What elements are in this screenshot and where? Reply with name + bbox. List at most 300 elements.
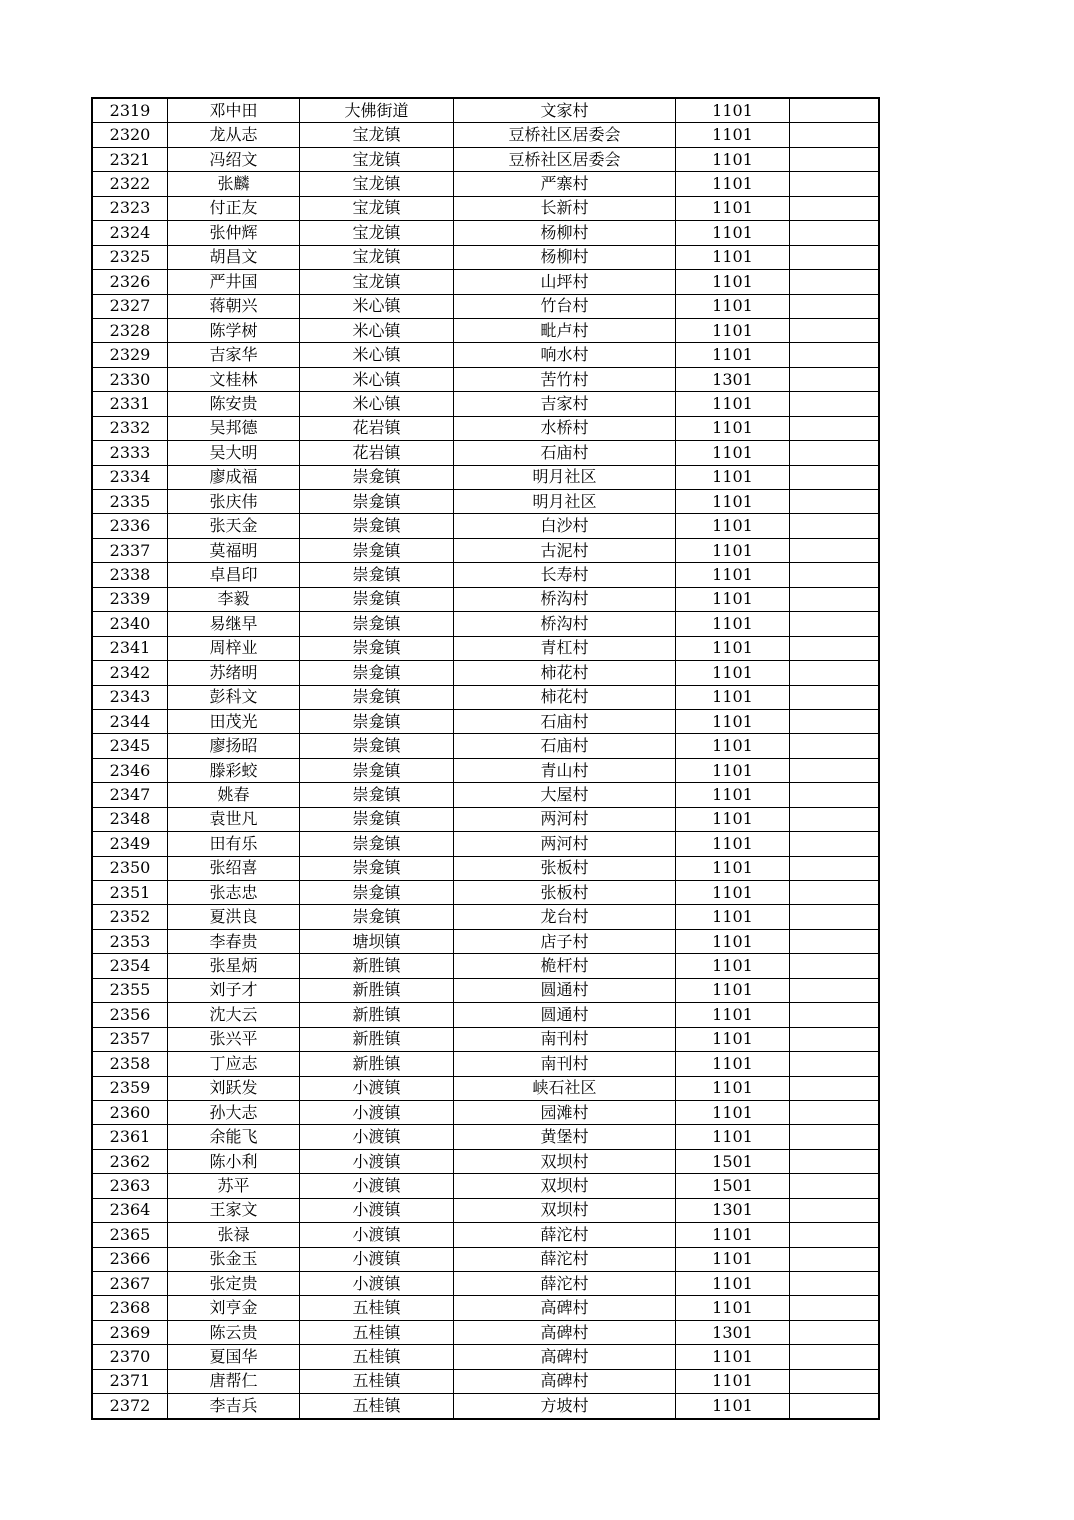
table-row [92,245,879,269]
cell-code: 1101 [676,172,790,196]
cell-remark [790,1369,880,1393]
cell-town: 大佛街道 [300,98,454,123]
cell-number: 2370 [92,1345,168,1369]
cell-town: 崇龛镇 [300,612,454,636]
cell-number: 2334 [92,465,168,489]
table-row [92,1223,879,1247]
cell-village: 杨柳村 [454,221,676,245]
table-row [92,783,879,807]
cell-village: 响水村 [454,343,676,367]
cell-village: 双坝村 [454,1198,676,1222]
cell-name: 苏绪明 [168,661,300,685]
cell-code: 1101 [676,612,790,636]
cell-remark [790,123,880,147]
cell-town: 崇龛镇 [300,538,454,562]
cell-remark [790,538,880,562]
cell-village: 薛沱村 [454,1247,676,1271]
table-row [92,661,879,685]
cell-number: 2368 [92,1296,168,1320]
cell-town: 五桂镇 [300,1320,454,1344]
cell-number: 2327 [92,294,168,318]
cell-village: 园滩村 [454,1100,676,1124]
cell-town: 塘坝镇 [300,929,454,953]
cell-code: 1301 [676,1198,790,1222]
table-row [92,465,879,489]
cell-town: 崇龛镇 [300,685,454,709]
cell-remark [790,147,880,171]
cell-name: 田茂光 [168,709,300,733]
cell-name: 陈小利 [168,1149,300,1173]
cell-name: 冯绍文 [168,147,300,171]
cell-remark [790,245,880,269]
cell-village: 山坪村 [454,270,676,294]
cell-village: 张板村 [454,856,676,880]
cell-code: 1101 [676,392,790,416]
cell-village: 峡石社区 [454,1076,676,1100]
table-row [92,807,879,831]
cell-code: 1101 [676,245,790,269]
cell-village: 南刊村 [454,1052,676,1076]
table-row [92,1345,879,1369]
table-row [92,1052,879,1076]
cell-name: 张兴平 [168,1027,300,1051]
cell-remark [790,856,880,880]
cell-name: 廖成福 [168,465,300,489]
cell-town: 崇龛镇 [300,881,454,905]
cell-town: 崇龛镇 [300,587,454,611]
cell-remark [790,807,880,831]
cell-village: 两河村 [454,832,676,856]
cell-remark [790,1345,880,1369]
cell-name: 吴大明 [168,441,300,465]
cell-code: 1101 [676,1247,790,1271]
cell-number: 2336 [92,514,168,538]
cell-code: 1101 [676,807,790,831]
cell-village: 南刊村 [454,1027,676,1051]
cell-number: 2367 [92,1272,168,1296]
cell-town: 崇龛镇 [300,734,454,758]
cell-name: 邓中田 [168,98,300,123]
table-row [92,905,879,929]
table-row [92,978,879,1002]
cell-remark [790,1027,880,1051]
cell-remark [790,98,880,123]
cell-name: 严井国 [168,270,300,294]
cell-number: 2356 [92,1003,168,1027]
cell-name: 张麟 [168,172,300,196]
cell-code: 1101 [676,1369,790,1393]
cell-number: 2343 [92,685,168,709]
cell-number: 2339 [92,587,168,611]
cell-village: 高碑村 [454,1296,676,1320]
cell-town: 崇龛镇 [300,563,454,587]
cell-code: 1101 [676,929,790,953]
cell-code: 1101 [676,734,790,758]
table-row [92,416,879,440]
cell-name: 孙大志 [168,1100,300,1124]
cell-village: 高碑村 [454,1320,676,1344]
cell-remark [790,1174,880,1198]
cell-town: 米心镇 [300,294,454,318]
cell-village: 大屋村 [454,783,676,807]
cell-town: 五桂镇 [300,1394,454,1419]
cell-name: 彭科文 [168,685,300,709]
cell-village: 双坝村 [454,1149,676,1173]
cell-village: 杨柳村 [454,245,676,269]
cell-number: 2332 [92,416,168,440]
table-row [92,1320,879,1344]
cell-remark [790,318,880,342]
cell-name: 蒋朝兴 [168,294,300,318]
cell-number: 2361 [92,1125,168,1149]
cell-remark [790,514,880,538]
table-row [92,392,879,416]
table-row [92,856,879,880]
cell-code: 1101 [676,98,790,123]
cell-village: 古泥村 [454,538,676,562]
cell-name: 姚春 [168,783,300,807]
cell-remark [790,1296,880,1320]
cell-village: 两河村 [454,807,676,831]
table-body [92,98,879,1419]
cell-village: 圆通村 [454,978,676,1002]
cell-town: 五桂镇 [300,1369,454,1393]
table-row [92,636,879,660]
cell-name: 廖扬昭 [168,734,300,758]
cell-number: 2323 [92,196,168,220]
cell-code: 1101 [676,465,790,489]
cell-town: 宝龙镇 [300,245,454,269]
cell-name: 余能飞 [168,1125,300,1149]
table-row [92,221,879,245]
table-row [92,563,879,587]
cell-town: 米心镇 [300,392,454,416]
table-row [92,318,879,342]
cell-village: 吉家村 [454,392,676,416]
cell-code: 1101 [676,709,790,733]
cell-village: 苦竹村 [454,367,676,391]
table-row [92,1149,879,1173]
cell-number: 2364 [92,1198,168,1222]
cell-town: 宝龙镇 [300,221,454,245]
cell-code: 1101 [676,1076,790,1100]
table-row [92,587,879,611]
cell-remark [790,1198,880,1222]
cell-number: 2371 [92,1369,168,1393]
table-row [92,1394,879,1419]
cell-remark [790,734,880,758]
table-row [92,1198,879,1222]
cell-name: 夏洪良 [168,905,300,929]
cell-town: 新胜镇 [300,1052,454,1076]
cell-code: 1101 [676,832,790,856]
cell-code: 1101 [676,783,790,807]
cell-village: 高碑村 [454,1345,676,1369]
cell-number: 2329 [92,343,168,367]
cell-remark [790,905,880,929]
cell-village: 毗卢村 [454,318,676,342]
cell-village: 长新村 [454,196,676,220]
cell-town: 崇龛镇 [300,783,454,807]
cell-name: 苏平 [168,1174,300,1198]
cell-name: 张仲辉 [168,221,300,245]
cell-code: 1101 [676,270,790,294]
cell-number: 2326 [92,270,168,294]
cell-number: 2369 [92,1320,168,1344]
cell-name: 张金玉 [168,1247,300,1271]
cell-remark [790,661,880,685]
cell-village: 龙台村 [454,905,676,929]
cell-town: 崇龛镇 [300,490,454,514]
cell-number: 2337 [92,538,168,562]
cell-code: 1101 [676,636,790,660]
cell-town: 小渡镇 [300,1100,454,1124]
cell-name: 张定贵 [168,1272,300,1296]
cell-number: 2354 [92,954,168,978]
cell-number: 2344 [92,709,168,733]
table-row [92,612,879,636]
cell-village: 明月社区 [454,490,676,514]
cell-number: 2353 [92,929,168,953]
cell-code: 1101 [676,147,790,171]
cell-remark [790,1003,880,1027]
cell-village: 豆桥社区居委会 [454,123,676,147]
cell-remark [790,196,880,220]
cell-remark [790,1320,880,1344]
cell-number: 2328 [92,318,168,342]
cell-town: 米心镇 [300,343,454,367]
cell-remark [790,1223,880,1247]
cell-name: 吴邦德 [168,416,300,440]
cell-remark [790,441,880,465]
cell-code: 1101 [676,1296,790,1320]
cell-code: 1101 [676,343,790,367]
table-row [92,147,879,171]
cell-remark [790,1272,880,1296]
cell-number: 2319 [92,98,168,123]
cell-remark [790,1394,880,1419]
cell-name: 唐帮仁 [168,1369,300,1393]
cell-town: 崇龛镇 [300,758,454,782]
cell-village: 高碑村 [454,1369,676,1393]
cell-town: 花岩镇 [300,441,454,465]
cell-code: 1101 [676,416,790,440]
table-row [92,929,879,953]
table-row [92,1027,879,1051]
cell-code: 1101 [676,318,790,342]
cell-town: 崇龛镇 [300,514,454,538]
cell-town: 崇龛镇 [300,905,454,929]
cell-remark [790,270,880,294]
cell-name: 张庆伟 [168,490,300,514]
table-row [92,1003,879,1027]
cell-number: 2345 [92,734,168,758]
cell-remark [790,783,880,807]
cell-village: 柿花村 [454,661,676,685]
cell-name: 付正友 [168,196,300,220]
cell-town: 五桂镇 [300,1296,454,1320]
cell-number: 2355 [92,978,168,1002]
table-row [92,881,879,905]
cell-number: 2350 [92,856,168,880]
cell-town: 小渡镇 [300,1247,454,1271]
table-row [92,1272,879,1296]
cell-remark [790,416,880,440]
cell-number: 2347 [92,783,168,807]
cell-code: 1101 [676,881,790,905]
cell-code: 1101 [676,587,790,611]
cell-code: 1501 [676,1149,790,1173]
cell-name: 张禄 [168,1223,300,1247]
cell-code: 1101 [676,954,790,978]
cell-village: 青杠村 [454,636,676,660]
cell-town: 小渡镇 [300,1174,454,1198]
table-row [92,1296,879,1320]
cell-code: 1101 [676,196,790,220]
cell-village: 桥沟村 [454,612,676,636]
table-row [92,954,879,978]
cell-town: 崇龛镇 [300,856,454,880]
cell-village: 张板村 [454,881,676,905]
cell-remark [790,1125,880,1149]
cell-town: 宝龙镇 [300,123,454,147]
cell-town: 宝龙镇 [300,270,454,294]
cell-code: 1101 [676,856,790,880]
cell-name: 李吉兵 [168,1394,300,1419]
cell-number: 2363 [92,1174,168,1198]
table-row [92,1076,879,1100]
cell-remark [790,563,880,587]
cell-code: 1101 [676,1027,790,1051]
cell-village: 严寨村 [454,172,676,196]
cell-name: 刘跃发 [168,1076,300,1100]
cell-name: 袁世凡 [168,807,300,831]
cell-code: 1101 [676,221,790,245]
cell-name: 张志忠 [168,881,300,905]
cell-village: 水桥村 [454,416,676,440]
cell-town: 崇龛镇 [300,661,454,685]
cell-code: 1501 [676,1174,790,1198]
cell-number: 2335 [92,490,168,514]
cell-remark [790,758,880,782]
cell-name: 张绍喜 [168,856,300,880]
table-row [92,294,879,318]
cell-remark [790,490,880,514]
cell-number: 2320 [92,123,168,147]
cell-name: 刘亨金 [168,1296,300,1320]
cell-number: 2321 [92,147,168,171]
table-row [92,1100,879,1124]
cell-name: 吉家华 [168,343,300,367]
table-row [92,172,879,196]
table-row [92,1369,879,1393]
cell-town: 小渡镇 [300,1125,454,1149]
cell-town: 小渡镇 [300,1198,454,1222]
table-row [92,98,879,123]
cell-name: 卓昌印 [168,563,300,587]
cell-name: 沈大云 [168,1003,300,1027]
cell-town: 新胜镇 [300,954,454,978]
cell-code: 1101 [676,1394,790,1419]
table-row [92,123,879,147]
cell-number: 2333 [92,441,168,465]
table-row [92,1247,879,1271]
cell-name: 莫福明 [168,538,300,562]
cell-remark [790,832,880,856]
cell-village: 豆桥社区居委会 [454,147,676,171]
cell-town: 米心镇 [300,318,454,342]
cell-name: 田有乐 [168,832,300,856]
cell-code: 1101 [676,294,790,318]
cell-code: 1301 [676,1320,790,1344]
cell-name: 张天金 [168,514,300,538]
table-row [92,734,879,758]
cell-name: 陈云贵 [168,1320,300,1344]
cell-code: 1101 [676,1125,790,1149]
cell-village: 石庙村 [454,734,676,758]
cell-village: 石庙村 [454,441,676,465]
cell-town: 宝龙镇 [300,196,454,220]
cell-remark [790,343,880,367]
cell-remark [790,1076,880,1100]
cell-remark [790,172,880,196]
cell-name: 刘子才 [168,978,300,1002]
cell-remark [790,1052,880,1076]
table-row [92,270,879,294]
cell-remark [790,1247,880,1271]
cell-code: 1101 [676,1272,790,1296]
cell-remark [790,221,880,245]
cell-number: 2362 [92,1149,168,1173]
cell-remark [790,709,880,733]
cell-village: 长寿村 [454,563,676,587]
cell-code: 1101 [676,123,790,147]
cell-name: 张星炳 [168,954,300,978]
cell-village: 竹台村 [454,294,676,318]
cell-village: 明月社区 [454,465,676,489]
cell-remark [790,392,880,416]
cell-village: 石庙村 [454,709,676,733]
cell-number: 2372 [92,1394,168,1419]
cell-code: 1101 [676,661,790,685]
cell-name: 陈安贵 [168,392,300,416]
table-row [92,490,879,514]
cell-name: 李毅 [168,587,300,611]
cell-town: 小渡镇 [300,1272,454,1296]
cell-name: 文桂林 [168,367,300,391]
cell-town: 小渡镇 [300,1076,454,1100]
cell-number: 2331 [92,392,168,416]
cell-town: 小渡镇 [300,1223,454,1247]
cell-code: 1101 [676,1003,790,1027]
cell-number: 2324 [92,221,168,245]
cell-village: 薛沱村 [454,1223,676,1247]
cell-village: 方坡村 [454,1394,676,1419]
cell-remark [790,587,880,611]
cell-village: 圆通村 [454,1003,676,1027]
cell-number: 2330 [92,367,168,391]
cell-town: 新胜镇 [300,1003,454,1027]
cell-code: 1101 [676,514,790,538]
cell-town: 五桂镇 [300,1345,454,1369]
cell-number: 2359 [92,1076,168,1100]
cell-number: 2358 [92,1052,168,1076]
cell-name: 李春贵 [168,929,300,953]
cell-town: 新胜镇 [300,1027,454,1051]
cell-code: 1101 [676,905,790,929]
cell-name: 易继早 [168,612,300,636]
table-row [92,832,879,856]
